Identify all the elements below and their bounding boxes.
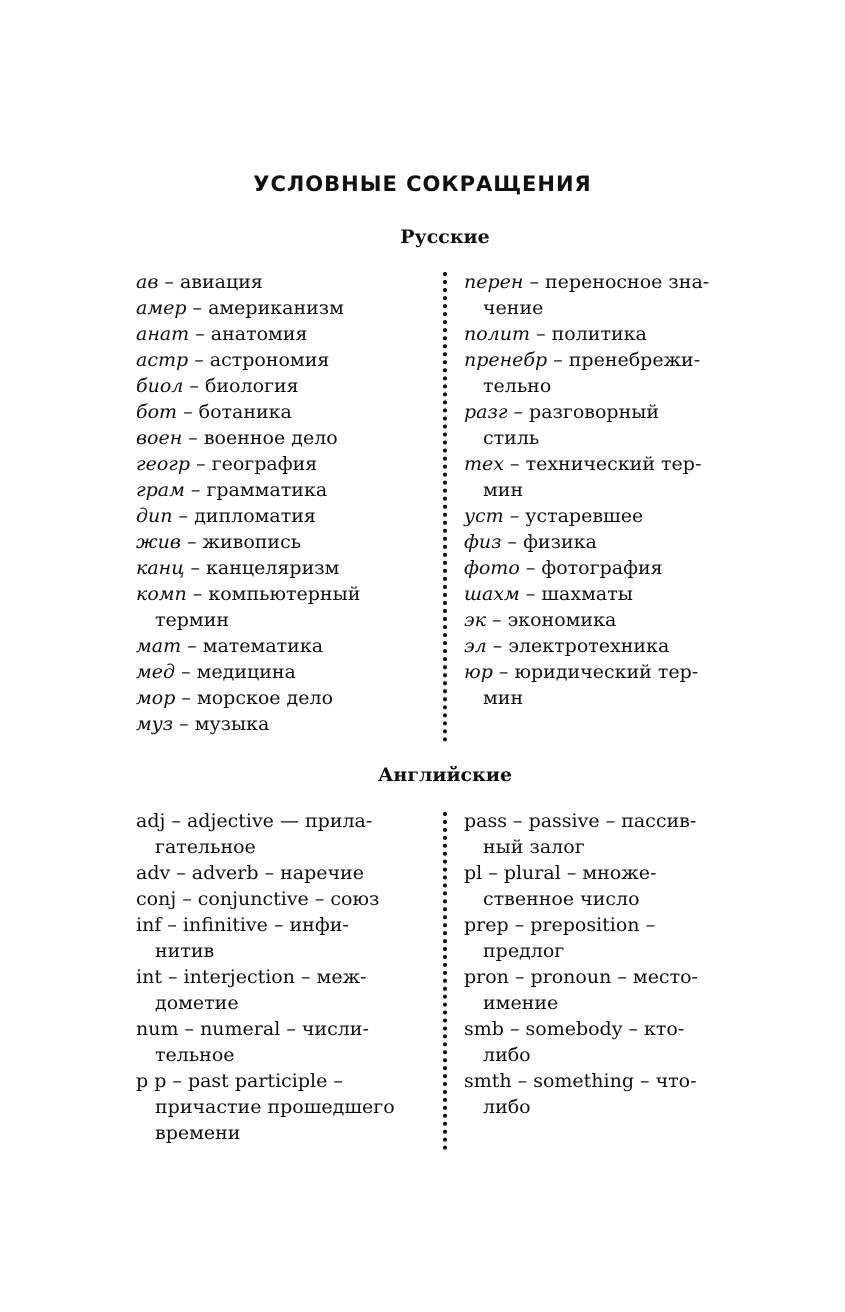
abbreviation-meaning: – анатомия bbox=[189, 323, 308, 345]
abbreviation-line bbox=[464, 607, 824, 633]
abbreviation-meaning: – юридический тер- bbox=[492, 661, 699, 683]
abbreviation-line: имение bbox=[483, 992, 559, 1014]
abbreviation-line bbox=[136, 269, 436, 295]
abbreviation-line bbox=[464, 321, 824, 347]
abbreviation-meaning: – грамматика bbox=[184, 479, 328, 501]
abbreviation-line: тельное bbox=[155, 1044, 235, 1066]
abbreviation: шахм bbox=[464, 583, 520, 605]
abbreviation: мед bbox=[136, 661, 176, 683]
abbreviation: жив bbox=[136, 531, 181, 553]
abbreviation-line: нитив bbox=[155, 940, 215, 962]
abbreviation-meaning: – разговорный bbox=[507, 401, 660, 423]
abbreviation: ав bbox=[136, 271, 159, 293]
abbreviation-line: ный залог bbox=[483, 836, 585, 858]
abbreviation-line bbox=[464, 477, 824, 503]
abbreviation: астр bbox=[136, 349, 189, 371]
abbreviation-line bbox=[464, 659, 824, 685]
abbreviation-line: conj – conjunctive – союз bbox=[136, 888, 380, 910]
abbreviation: амер bbox=[136, 297, 187, 319]
abbreviation: комп bbox=[136, 583, 187, 605]
abbreviation-line: adv – adverb – наречие bbox=[136, 862, 364, 884]
abbreviation: фото bbox=[464, 557, 520, 579]
abbreviation-meaning: – математика bbox=[181, 635, 324, 657]
abbreviation-line: prep – preposition – bbox=[464, 914, 656, 936]
abbreviation-line: либо bbox=[483, 1044, 531, 1066]
abbreviation-meaning: – география bbox=[190, 453, 318, 475]
abbreviation-line bbox=[136, 685, 436, 711]
abbreviation-meaning: – компьютерный bbox=[186, 583, 361, 605]
abbreviation: юр bbox=[464, 661, 493, 683]
abbreviation: дип bbox=[136, 505, 173, 527]
abbreviation-meaning: мин bbox=[483, 687, 524, 709]
abbreviation-line bbox=[464, 347, 824, 373]
abbreviation-line bbox=[136, 347, 436, 373]
abbreviation-line: причастие прошедшего bbox=[155, 1096, 395, 1118]
abbreviation-line bbox=[464, 269, 824, 295]
russian-column-separator bbox=[443, 272, 447, 742]
abbreviation-meaning: термин bbox=[155, 609, 230, 631]
abbreviation: воен bbox=[136, 427, 183, 449]
abbreviation-line bbox=[136, 295, 436, 321]
abbreviation-line bbox=[464, 581, 824, 607]
abbreviation-meaning: тельно bbox=[483, 375, 552, 397]
abbreviation-meaning: чение bbox=[483, 297, 544, 319]
abbreviation: анат bbox=[136, 323, 190, 345]
abbreviation-meaning: – медицина bbox=[175, 661, 296, 683]
abbreviation: эк bbox=[464, 609, 486, 631]
abbreviation-meaning: – экономика bbox=[486, 609, 617, 631]
abbreviation-meaning: мин bbox=[483, 479, 524, 501]
abbreviation-line bbox=[136, 607, 436, 633]
abbreviation-meaning: – морское дело bbox=[175, 687, 334, 709]
abbreviation-meaning: – пренебрежи- bbox=[547, 349, 701, 371]
abbreviation: перен bbox=[464, 271, 524, 293]
abbreviation-line bbox=[136, 529, 436, 555]
abbreviation-meaning: – астрономия bbox=[188, 349, 330, 371]
abbreviation-line: pass – passive – пассив- bbox=[464, 810, 697, 832]
abbreviation-line bbox=[136, 555, 436, 581]
abbreviation-line bbox=[136, 711, 436, 737]
abbreviation-line bbox=[136, 425, 436, 451]
abbreviation-meaning: – шахматы bbox=[519, 583, 633, 605]
abbreviation-line bbox=[464, 451, 824, 477]
abbreviation: уст bbox=[464, 505, 504, 527]
abbreviation: канц bbox=[136, 557, 185, 579]
abbreviation: бот bbox=[136, 401, 178, 423]
english-heading: Английские bbox=[377, 764, 513, 786]
abbreviation-meaning: – устаревшее bbox=[503, 505, 644, 527]
abbreviation-line bbox=[136, 399, 436, 425]
abbreviation-meaning: – музыка bbox=[173, 713, 270, 735]
abbreviation-line bbox=[464, 529, 824, 555]
abbreviation-line: adj – adjective — прила- bbox=[136, 810, 373, 832]
abbreviation: полит bbox=[464, 323, 531, 345]
abbreviation-line: int – interjection – меж- bbox=[136, 966, 367, 988]
abbreviation-line bbox=[136, 659, 436, 685]
abbreviation-line bbox=[464, 295, 824, 321]
abbreviation: мор bbox=[136, 687, 176, 709]
abbreviation: грам bbox=[136, 479, 185, 501]
abbreviation-meaning: – живопись bbox=[180, 531, 302, 553]
abbreviation: биол bbox=[136, 375, 184, 397]
abbreviation-meaning: – фотография bbox=[519, 557, 663, 579]
abbreviation-line: ственное число bbox=[483, 888, 640, 910]
abbreviation-meaning: – канцеляризм bbox=[184, 557, 340, 579]
abbreviation-line bbox=[464, 373, 824, 399]
abbreviation-line: inf – infinitive – инфи- bbox=[136, 914, 349, 936]
abbreviation-line bbox=[136, 373, 436, 399]
abbreviation-line bbox=[136, 503, 436, 529]
abbreviation: пренебр bbox=[464, 349, 548, 371]
abbreviation: мат bbox=[136, 635, 182, 657]
english-right-column bbox=[464, 808, 824, 1120]
abbreviation-line bbox=[464, 685, 824, 711]
russian-left-column bbox=[136, 269, 436, 737]
english-column-separator bbox=[443, 812, 447, 1150]
english-left-column bbox=[136, 808, 438, 1146]
abbreviation: эл bbox=[464, 635, 487, 657]
abbreviation: разг bbox=[464, 401, 508, 423]
abbreviation-line bbox=[136, 477, 436, 503]
abbreviation: тех bbox=[464, 453, 504, 475]
abbreviation-line: предлог bbox=[483, 940, 565, 962]
abbreviation-line: num – numeral – числи- bbox=[136, 1018, 369, 1040]
abbreviation-line bbox=[136, 633, 436, 659]
abbreviation-line bbox=[464, 425, 824, 451]
abbreviation-line bbox=[464, 399, 824, 425]
abbreviation-meaning: – физика bbox=[501, 531, 597, 553]
abbreviation-line: pl – plural – множе- bbox=[464, 862, 657, 884]
abbreviation-meaning: – политика bbox=[530, 323, 647, 345]
page-title: УСЛОВНЫЕ СОКРАЩЕНИЯ bbox=[253, 172, 592, 196]
russian-heading: Русские bbox=[400, 226, 490, 248]
abbreviation-meaning: – военное дело bbox=[182, 427, 338, 449]
abbreviation-meaning: – переносное зна- bbox=[523, 271, 710, 293]
abbreviation-meaning: – технический тер- bbox=[503, 453, 702, 475]
abbreviation-line: времени bbox=[155, 1122, 241, 1144]
abbreviation-line bbox=[464, 503, 824, 529]
abbreviation-meaning: – дипломатия bbox=[172, 505, 316, 527]
abbreviation-meaning: стиль bbox=[483, 427, 540, 449]
abbreviation-line: p p – past participle – bbox=[136, 1070, 343, 1092]
abbreviation: геогр bbox=[136, 453, 191, 475]
abbreviation: физ bbox=[464, 531, 502, 553]
abbreviation-line: либо bbox=[483, 1096, 531, 1118]
abbreviation-line: гательное bbox=[155, 836, 256, 858]
abbreviation: муз bbox=[136, 713, 174, 735]
abbreviation-meaning: – ботаника bbox=[177, 401, 292, 423]
abbreviation-line: smth – something – что- bbox=[464, 1070, 697, 1092]
abbreviation-line bbox=[464, 555, 824, 581]
abbreviation-meaning: – электротехника bbox=[486, 635, 670, 657]
abbreviation-line bbox=[136, 581, 436, 607]
abbreviation-meaning: – американизм bbox=[186, 297, 344, 319]
abbreviation-line: smb – somebody – кто- bbox=[464, 1018, 685, 1040]
abbreviation-line: pron – pronoun – место- bbox=[464, 966, 698, 988]
abbreviation-line bbox=[464, 633, 824, 659]
abbreviation-line bbox=[136, 321, 436, 347]
abbreviation-meaning: – авиация bbox=[158, 271, 263, 293]
abbreviation-line: дометие bbox=[155, 992, 239, 1014]
russian-right-column bbox=[464, 269, 824, 711]
abbreviation-line bbox=[136, 451, 436, 477]
abbreviation-meaning: – биология bbox=[183, 375, 299, 397]
